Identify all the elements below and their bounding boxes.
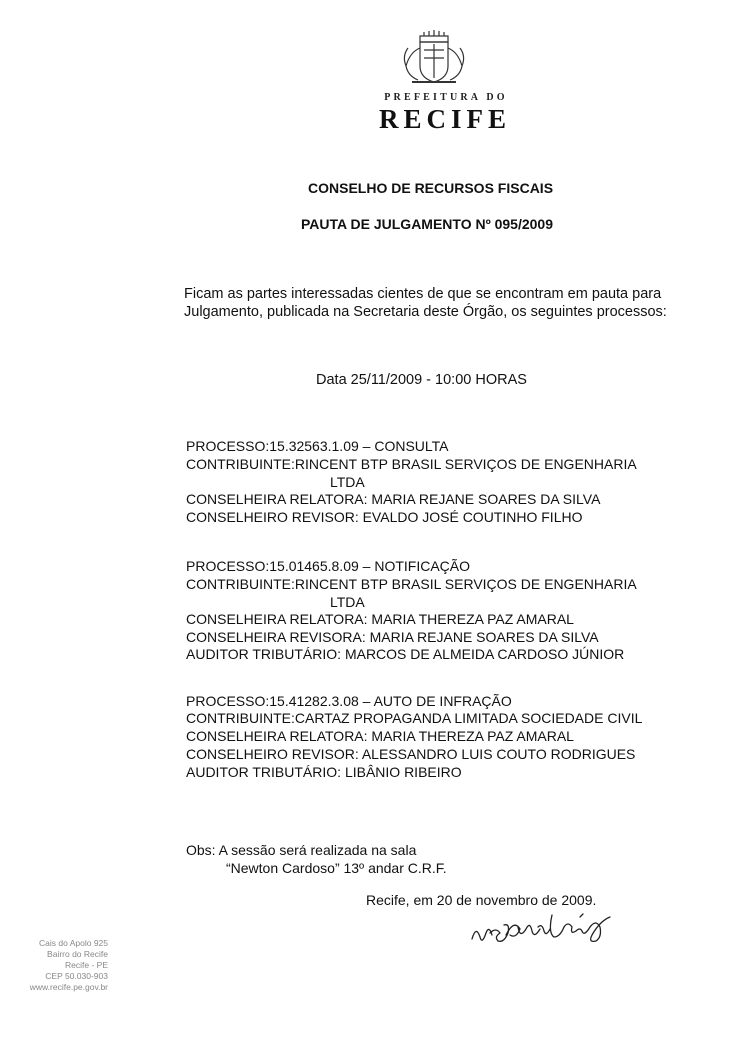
agenda-title: PAUTA DE JULGAMENTO Nº 095/2009 — [301, 216, 553, 232]
process-3-auditor: AUDITOR TRIBUTÁRIO: LIBÂNIO RIBEIRO — [186, 764, 462, 780]
process-3-contribuinte: CONTRIBUINTE:CARTAZ PROPAGANDA LIMITADA SOCIEDADE CIVIL — [186, 710, 643, 726]
process-3-relator: CONSELHEIRA RELATORA: MARIA THEREZA PAZ AMARAL — [186, 728, 574, 744]
process-1-number: PROCESSO:15.32563.1.09 – CONSULTA — [186, 438, 449, 454]
handwritten-signature — [468, 905, 628, 953]
footer-address-line: Bairro do Recife — [47, 949, 108, 959]
council-title: CONSELHO DE RECURSOS FISCAIS — [308, 180, 554, 196]
footer-address-line: Recife - PE — [65, 960, 108, 970]
process-1-revisor: CONSELHEIRO REVISOR: EVALDO JOSÉ COUTINHO FILHO — [186, 509, 583, 525]
intro-line-2: Julgamento, publicada na Secretaria deste Órgão, os seguintes processos: — [184, 304, 667, 320]
intro-line-1: Ficam as partes interessadas cientes de que se encontram em pauta para — [184, 286, 662, 302]
process-2-auditor: AUDITOR TRIBUTÁRIO: MARCOS DE ALMEIDA CARDOSO JÚNIOR — [186, 646, 625, 662]
process-1-contribuinte: CONTRIBUINTE:RINCENT BTP BRASIL SERVIÇOS DE ENGENHARIA — [186, 456, 637, 472]
footer-website: www.recife.pe.gov.br — [29, 982, 108, 992]
footer-address-line: CEP 50.030-903 — [45, 971, 108, 981]
process-3-revisor: CONSELHEIRO REVISOR: ALESSANDRO LUIS COUTO RODRIGUES — [186, 746, 636, 762]
footer-address — [12, 938, 108, 993]
footer-address-line: Cais do Apolo 925 — [39, 938, 108, 948]
process-2-number: PROCESSO:15.01465.8.09 – NOTIFICAÇÃO — [186, 558, 471, 574]
process-3-number: PROCESSO:15.41282.3.08 – AUTO DE INFRAÇÃO — [186, 693, 512, 709]
process-1-contribuinte-cont: LTDA — [330, 474, 365, 490]
process-1-relator: CONSELHEIRA RELATORA: MARIA REJANE SOARES DA SILVA — [186, 491, 601, 507]
place-date: Recife, em 20 de novembro de 2009. — [366, 892, 597, 908]
process-2-relator: CONSELHEIRA RELATORA: MARIA THEREZA PAZ AMARAL — [186, 611, 574, 627]
city-coat-of-arms-icon — [398, 30, 470, 86]
obs-line-1: Obs: A sessão será realizada na sala — [186, 842, 417, 858]
process-2-contribuinte: CONTRIBUINTE:RINCENT BTP BRASIL SERVIÇOS DE ENGENHARIA — [186, 576, 637, 592]
session-date: Data 25/11/2009 - 10:00 HORAS — [316, 372, 527, 388]
obs-line-2: “Newton Cardoso” 13º andar C.R.F. — [226, 860, 447, 876]
letterhead-city-name: RECIFE — [378, 104, 511, 134]
process-2-revisor: CONSELHEIRA REVISORA: MARIA REJANE SOARES DA SILVA — [186, 629, 599, 645]
process-2-contribuinte-cont: LTDA — [330, 594, 365, 610]
letterhead-prefeitura: PREFEITURA DO — [384, 92, 508, 103]
